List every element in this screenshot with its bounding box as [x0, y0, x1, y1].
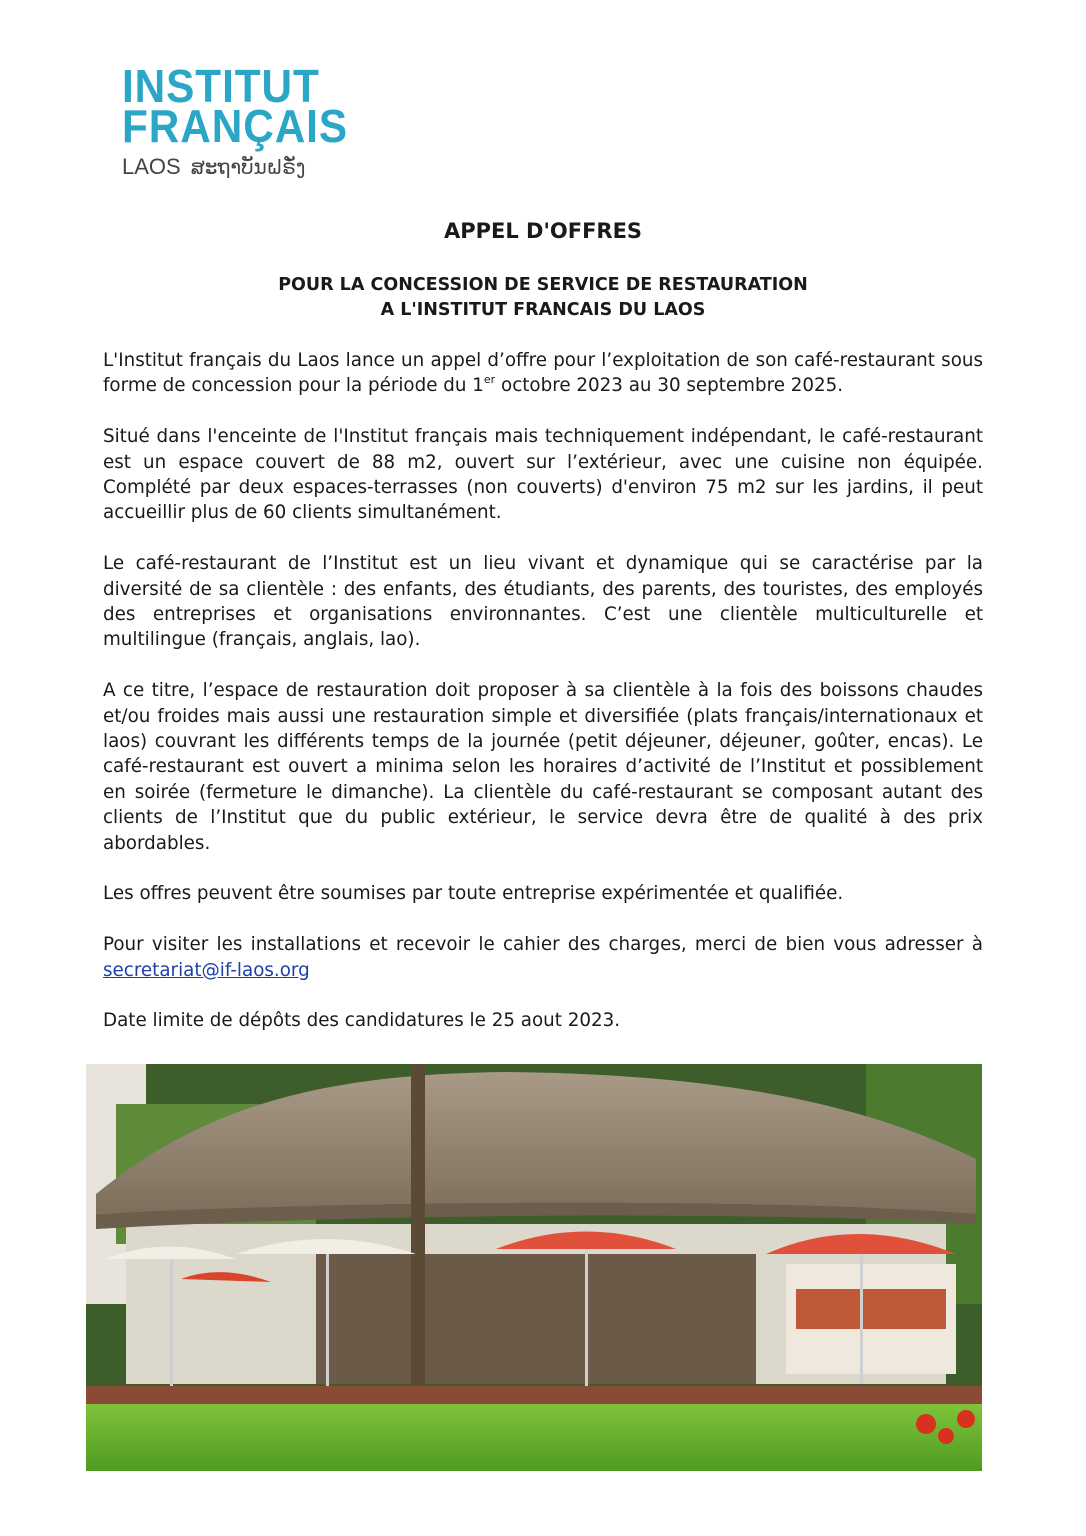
paragraph-deadline: Date limite de dépôts des candidatures le 25 aout 2023. [103, 1010, 621, 1032]
email-link[interactable]: secretariat@if-laos.org [103, 959, 310, 981]
subtitle-line-2: A L'INSTITUT FRANCAIS DU LAOS [380, 300, 706, 320]
page-subtitle [0, 273, 1086, 323]
logo-line-institut: INSTITUT [122, 60, 320, 112]
paragraph-location: Situé dans l'enceinte de l'Institut français mais techniquement indépendant, le café-restaurant est un espace couvert de 88 m2, ouvert sur l’extérieur, avec une cuisine non équipée. Complété par deux espaces-terrasses (non couverts) d'environ 75 m2 sur les jardins, il peut accueillir plus de 60 clients simultanément. [103, 426, 983, 524]
paragraph-contact: Pour visiter les installations et recevoir le cahier des charges, merci de bien vous adresser à secretariat@if-laos.org [103, 934, 983, 981]
paragraph-eligibility: Les offres peuvent être soumises par toute entreprise expérimentée et qualifiée. [103, 883, 844, 905]
logo-country [122, 154, 362, 180]
subtitle-line-1: POUR LA CONCESSION DE SERVICE DE RESTAURATION [278, 275, 808, 295]
cafe-restaurant-photo [86, 1064, 982, 1471]
logo-country-name: LAOS [122, 154, 181, 179]
logo-line-francais: FRANÇAIS [122, 100, 349, 152]
paragraph-requirements: A ce titre, l’espace de restauration doit proposer à sa clientèle à la fois des boissons chaudes et/ou froides mais aussi une restauration simple et diversifiée (plats français/internationaux et laos) couvrant les différents temps de la journée (petit déjeuner, déjeuner, goûter, encas). Le café-restaurant est ouvert a minima selon les horaires d’activité de l’Institut et possiblement en soirée (fermeture le dimanche). La clientèle du café-restaurant se composant autant des clients de l’Institut que du public extérieur, le service devra être de qualité à des prix abordables. [103, 680, 983, 854]
institut-francais-logo [122, 60, 362, 191]
paragraph-intro: L'Institut français du Laos lance un appel d’offre pour l’exploitation de son café-restaurant sous forme de concession pour la période du 1er octobre 2023 au 30 septembre 2025. [103, 350, 983, 397]
document-body [103, 348, 983, 1059]
page-title: APPEL D'OFFRES [443, 219, 643, 243]
superscript-er: er [483, 373, 496, 387]
paragraph-clientele: Le café-restaurant de l’Institut est un lieu vivant et dynamique qui se caractérise par la diversité de sa clientèle : des enfants, des étudiants, des parents, des touristes, des employés des entreprises et organisations environnantes. C’est une clientèle multiculturelle et multilingue (français, anglais, lao). [103, 553, 983, 651]
logo-lao-script: ສະຖາບັນຝຣັ່ງ [190, 157, 306, 179]
